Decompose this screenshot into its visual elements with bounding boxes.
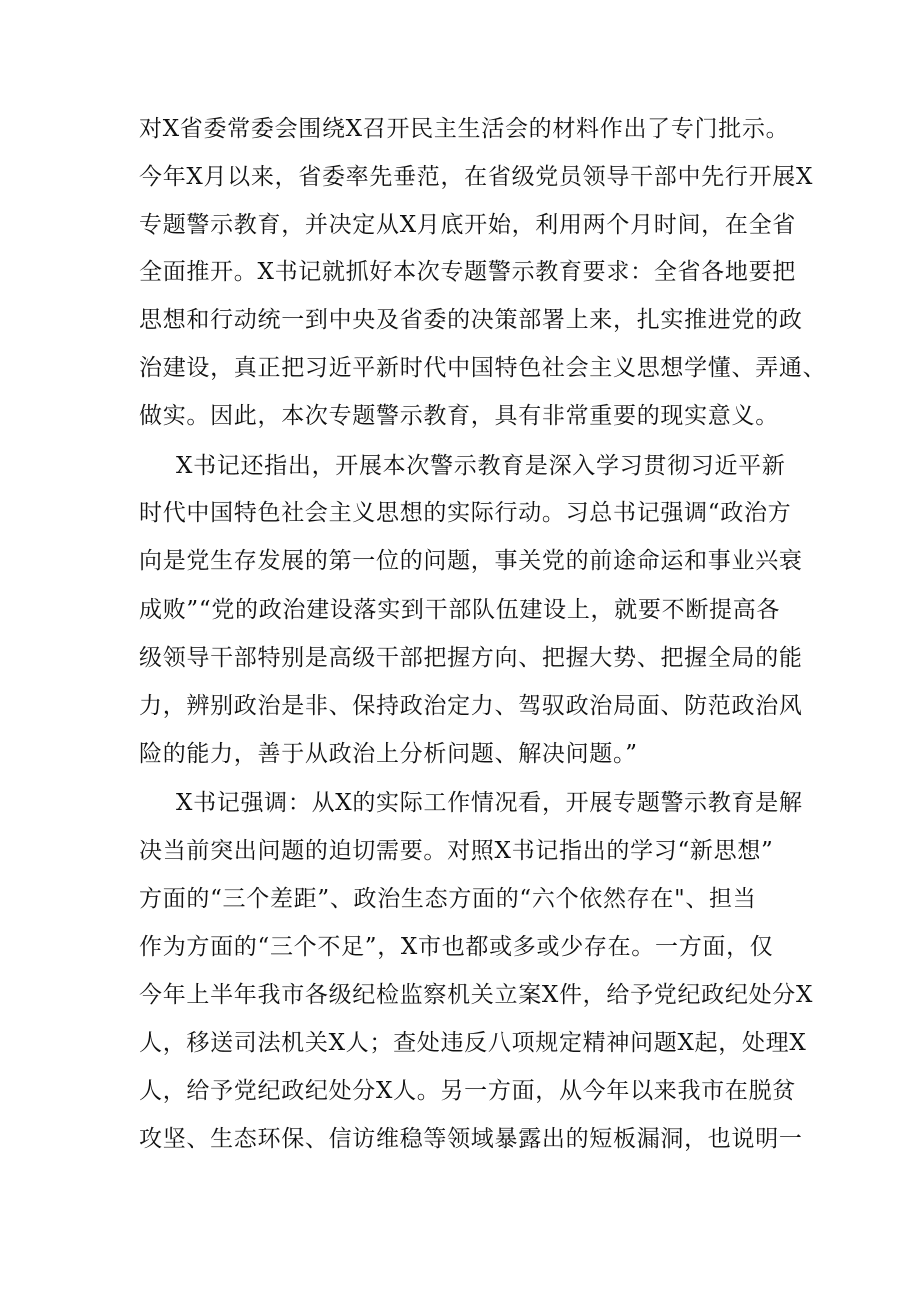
- text-line: 决当前突出问题的迫切需要。对照X书记指出的学习“新思想”: [139, 838, 774, 864]
- text-line: 时代中国特色社会主义思想的实际行动。习总书记强调“政治方: [139, 500, 792, 526]
- text-line: 对X省委常委会围绕X召开民主生活会的材料作出了专门批示。: [139, 116, 790, 142]
- text-line: 做实。因此，本次专题警示教育，具有非常重要的现实意义。: [139, 403, 779, 429]
- text-line: 全面推开。X书记就抓好本次专题警示教育要求：全省各地要把: [139, 259, 796, 285]
- text-line: 险的能力，善于从政治上分析问题、解决问题。”: [139, 741, 638, 767]
- text-line: 专题警示教育，并决定从X月底开始，利用两个月时间，在全省: [139, 212, 796, 238]
- text-line: 攻坚、生态环保、信访维稳等领域暴露出的短板漏洞，也说明一: [139, 1126, 803, 1152]
- text-line: 方面的“三个差距”、政治生态方面的“六个依然存在"、担当: [139, 886, 757, 912]
- text-line: 今年上半年我市各级纪检监察机关立案X件，给予党纪政纪处分X: [139, 982, 814, 1008]
- text-line: 人，给予党纪政纪处分X人。另一方面，从今年以来我市在脱贫: [139, 1078, 796, 1104]
- text-line: 向是党生存发展的第一位的问题，事关党的前途命运和事业兴衰: [139, 548, 803, 574]
- text-line: 力，辨别政治是非、保持政治定力、驾驭政治局面、防范政治风: [139, 693, 803, 719]
- text-line: 今年X月以来，省委率先垂范，在省级党员领导干部中先行开展X: [139, 164, 814, 190]
- text-line: 治建设，真正把习近平新时代中国特色社会主义思想学懂、弄通、: [139, 355, 827, 381]
- text-line: 人，移送司法机关X人；查处违反八项规定精神问题X起，处理X: [139, 1030, 807, 1056]
- paragraph-first-line: X书记还指出，开展本次警示教育是深入学习贯彻习近平新: [176, 453, 786, 479]
- text-line: 级领导干部特别是高级干部把握方向、把握大势、把握全局的能: [139, 645, 803, 671]
- text-line: 思想和行动统一到中央及省委的决策部署上来，扎实推进党的政: [139, 307, 803, 333]
- text-line: 成败”“党的政治建设落实到干部队伍建设上，就要不断提高各: [139, 597, 781, 623]
- paragraph-first-line: X书记强调：从X的实际工作情况看，开展专题警示教育是解: [176, 790, 803, 816]
- text-line: 作为方面的“三个不足”，X市也都或多或少存在。一方面，仅: [139, 934, 774, 960]
